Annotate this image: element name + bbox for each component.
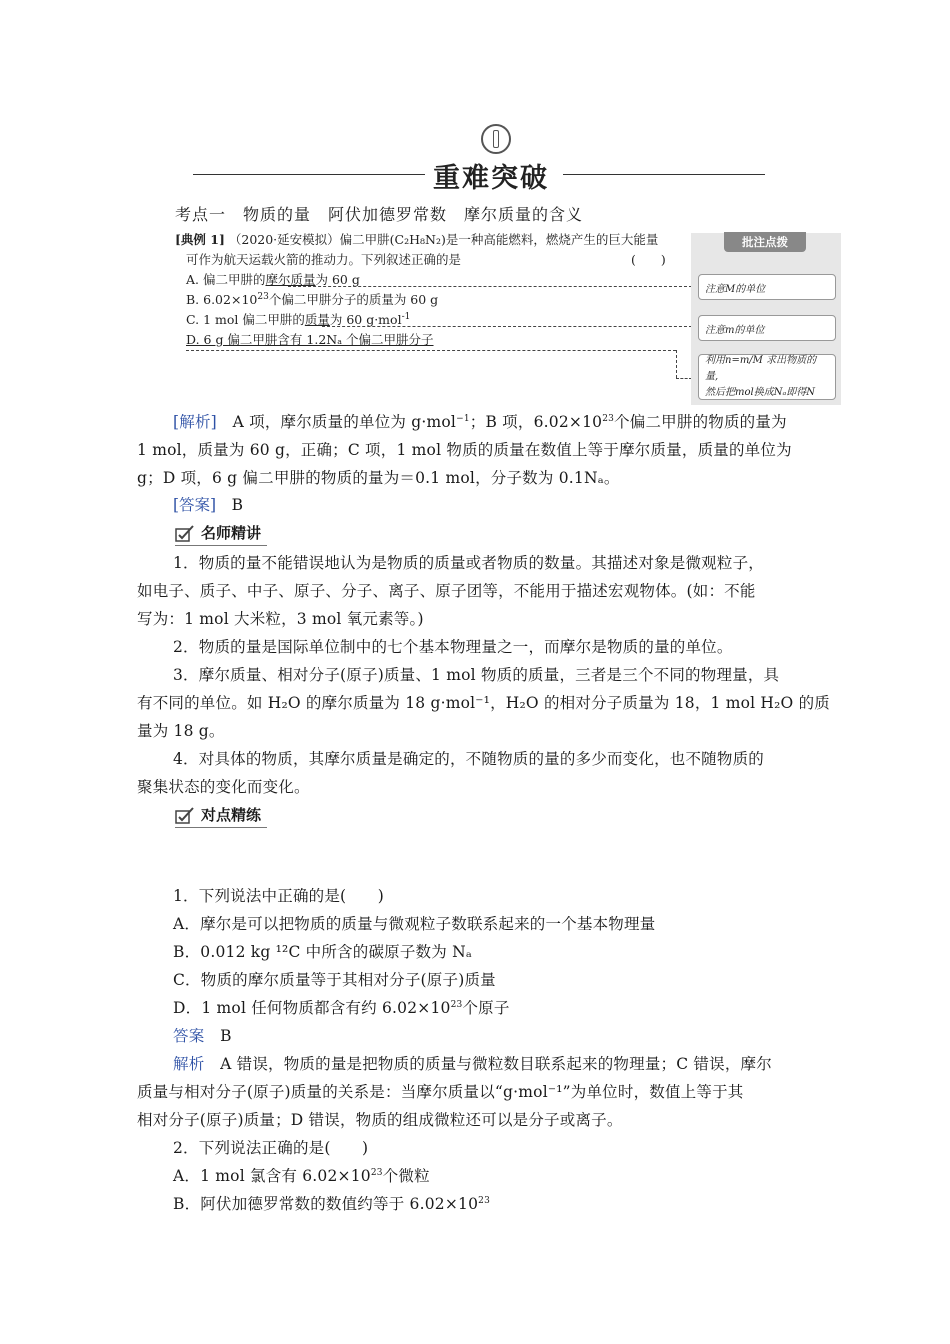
example-option-b: B. $6.02\times 10^{23}$个偏二甲肼分子的质量为 60 g — [186, 292, 439, 307]
example-option-a: A. 偏二甲肼的摩尔质量为 60 g — [186, 272, 360, 287]
connector-line — [322, 326, 692, 328]
teacher-section-header: 名师精讲 — [175, 522, 261, 543]
section-underline — [175, 545, 267, 546]
answer-label: 答案 — [173, 1027, 205, 1045]
example-tag: [典例 1] — [175, 232, 225, 247]
question-2: 2．下列说法正确的是( ) A．1 mol 氯含有 $6.02\times 10^{23}$个微粒 B．阿伏加德罗常数的数值约等于 $6.02\times 10^{23}$ — [173, 1139, 490, 1213]
connector-line — [186, 350, 676, 352]
section-underline — [175, 827, 267, 828]
header-rule-left — [193, 174, 425, 175]
header-rule-right — [563, 174, 765, 175]
page-title: 重难突破 — [433, 163, 549, 194]
analysis-label: [解析] — [173, 413, 217, 431]
example-option-c: C. 1 mol 偏二甲肼的质量为 60 g·mol$^{-1}$ — [186, 312, 411, 327]
answer-label: [答案] — [173, 496, 217, 514]
example-line-2: 可作为航天运载火箭的推动力。下列叙述正确的是 — [186, 252, 462, 267]
answer-1: [答案] B — [173, 496, 244, 514]
connector-line — [676, 378, 692, 380]
practice-section-header: 对点精练 — [175, 804, 261, 825]
analysis-label: 解析 — [173, 1055, 205, 1073]
annotation-note-2: 注意m的单位 — [698, 315, 836, 341]
section-heading: 考点一 物质的量 阿伏加德罗常数 摩尔质量的含义 — [175, 205, 584, 224]
example-option-d: D. 6 g 偏二甲肼含有 1.2Nₐ 个偏二甲肼分子 — [186, 332, 434, 347]
question-1: 1．下列说法中正确的是( ) A．摩尔是可以把物质的质量与微观粒子数联系起来的一个基本物理量 B．0.012 kg ¹²C 中所含的碳原子数为 Nₐ C．物质的摩尔质量等于其相对分子(原子)质量 D．1 mol 任何物质都含有约 $6.02\times 10^{23}$个原子 答案 B 解析 A 错误，物质的量是把物质的质量与微粒数目联系起来的物理量；C 错误，摩尔 质量与相对分子(原子)质量的关系是：当摩尔质量以“g·mol⁻¹”为单位时，数值上等于其 相对分子(原子)质量；D 错误，物质的组成微粒还可以是分子或离子。 — [137, 887, 772, 1129]
analysis-block-1: [解析] A 项，摩尔质量的单位为 g·mol$^{-1}$；B 项，$6.02\times 10^{23}$个偏二甲肼的物质的量为 1 mol，质量为 60 g，正确；C 项，1 mol 物质的质量在数值上等于摩尔质量，质量的单位为 g；D 项，6 g 偏二甲肼的物质的量为＝0.1 mol，分子数为 0.1Nₐ。 — [137, 413, 792, 487]
example-line-1: [典例 1] （2020·延安模拟）偏二甲肼(C₂H₈N₂)是一种高能燃料，燃烧产生的巨大能量 — [175, 232, 659, 247]
example-answer-paren: ( ) — [631, 252, 666, 267]
checkbox-pencil-icon — [175, 525, 195, 543]
annotation-note-3: 利用n=m/M 求出物质的量, 然后把mol换成Nₐ即得N — [698, 354, 836, 400]
teacher-points: 1．物质的量不能错误地认为是物质的质量或者物质的数量。其描述对象是微观粒子， 如电子、质子、中子、原子、分子、离子、原子团等，不能用于描述宏观物体。(如：不能 写为：1 mol 大米粒，3 mol 氧元素等。) 2．物质的量是国际单位制中的七个基本物理量之一，而摩尔是物质的量的单位。 3．摩尔质量、相对分子(原子)质量、1 mol 物质的质量，三者是三个不同的物理量，具 有不同的单位。如 H₂O 的摩尔质量为 18 g·mol⁻¹，H₂O 的相对分子质量为 18，1 mol H₂O 的质 量为 18 g。 4．对具体的物质，其摩尔质量是确定的，不随物质的量的多少而变化，也不随物质的 聚集状态的变化而变化。 — [137, 554, 830, 796]
connector-line — [288, 286, 692, 288]
connector-line-vertical — [676, 350, 678, 378]
annotation-panel-title: 批注点拨 — [724, 232, 806, 252]
checkbox-pencil-icon — [175, 807, 195, 825]
annotation-note-1: 注意M的单位 — [698, 274, 836, 300]
